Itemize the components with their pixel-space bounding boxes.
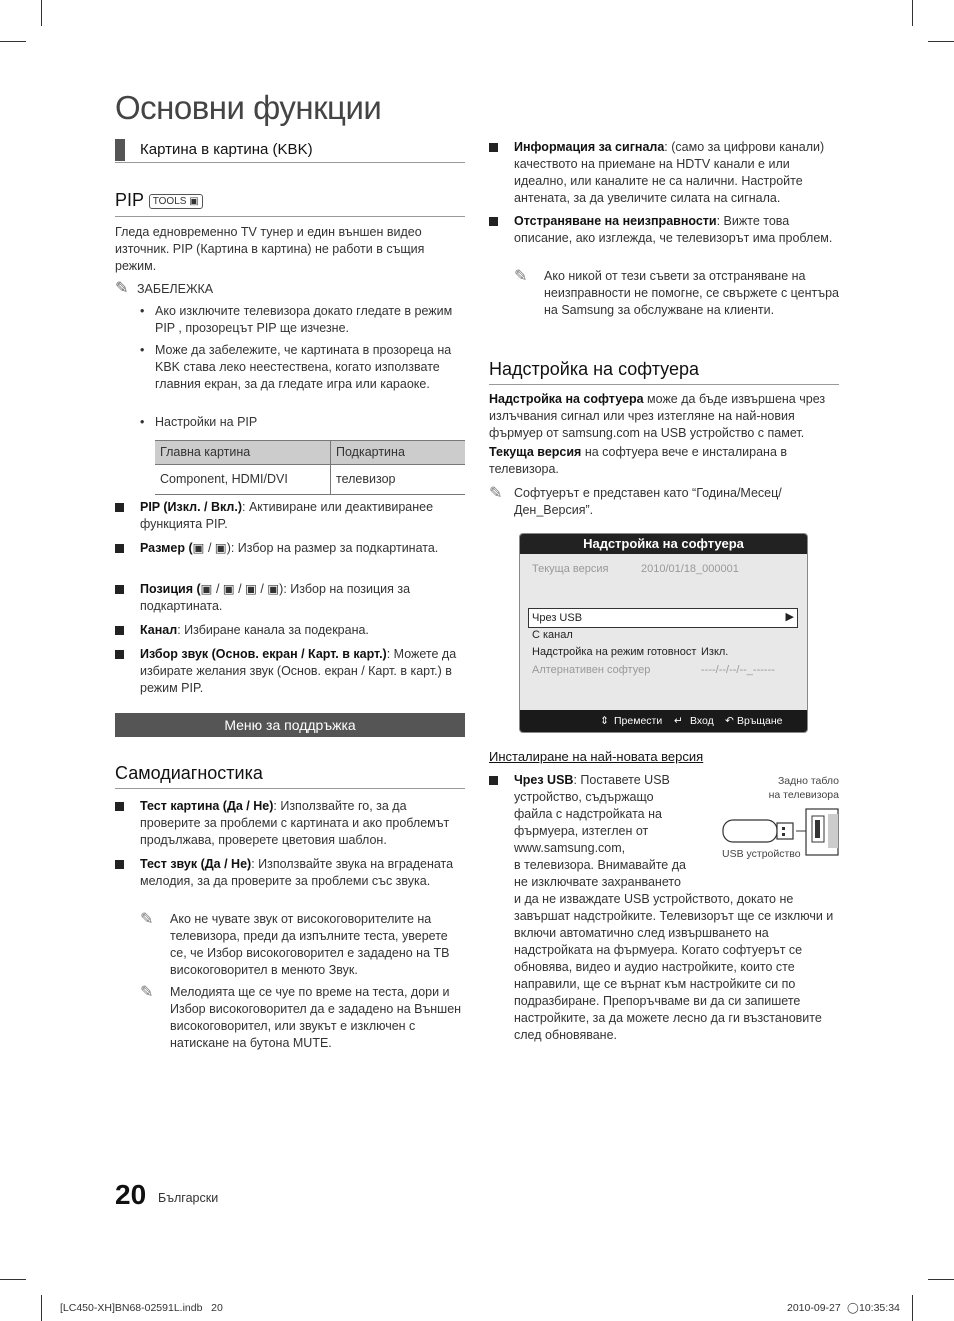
support-menu-banner: Меню за поддръжка [115,713,465,737]
item-bold: Чрез USB [514,773,574,787]
item-bold: Размер ( [140,541,193,555]
note-pencil-icon: ✎ [140,911,154,928]
item-text [140,856,465,890]
item-body: : Можете да избирате желания звук (Основ. екран / Карт. в карт.) в режим PIP. [140,647,457,695]
pip-intro: Гледа едновременно TV тунер и един външен видео източник. PIP (Картина в картина) не работи в същия режим. [115,225,425,273]
osd-alt-label: Алтернативен софтуер [532,664,651,676]
item-line: www.samsung.com, [514,841,626,855]
updown-icon: ⇕ [600,715,609,727]
square-bullet-icon [489,217,498,226]
list-item [140,303,465,337]
note-pencil-icon: ✎ [140,984,154,1001]
note-pencil-icon: ✎ [115,280,129,297]
item-body: ▣ / ▣): Избор на размер за подкартината. [192,541,439,555]
note-label [115,280,213,298]
sw-upgrade-osd [519,533,808,733]
table-header: Подкартина [331,441,466,465]
square-bullet-icon [115,585,124,594]
page-number: 20 [115,1179,147,1210]
osd-usb-label: Чрез USB [532,612,583,624]
bullet-text: Ако изключите телевизора докато гледате в режим PIP , прозорецът PIP ще изчезне. [155,304,453,335]
square-bullet-icon [489,776,498,785]
list-item [115,856,465,890]
list-item [115,798,465,849]
note-pencil-icon: ✎ [489,485,503,502]
item-text [140,499,465,533]
osd-foot-move: Премести [614,715,663,727]
square-bullet-icon [115,544,124,553]
item-body: ▣ / ▣ / ▣ / ▣): Избор на позиция за подкартината. [140,582,411,613]
square-bullet-icon [115,626,124,635]
item-bold: Канал [140,623,178,637]
sw-rule [489,384,839,385]
bullet-text: Настройки на PIP [155,415,258,429]
square-bullet-icon [115,503,124,512]
pip-rule [115,216,465,217]
tv-usb-port-icon [796,809,838,855]
bullet-icon: • [140,343,145,357]
rear-panel-label [740,774,839,802]
crop-mark [41,0,42,26]
osd-foot-enter: Вход [690,715,714,727]
item-body: : Вижте това описание, ако изглежда, че телевизорът има проблем. [514,214,833,245]
item-line: устройство, съдържащо [514,790,654,804]
tools-badge-text: TOOLS [152,195,187,207]
item-bold: Избор звук (Основ. екран / Карт. в карт.) [140,647,387,661]
table-cell: Component, HDMI/DVI [155,465,331,495]
tools-badge [149,194,203,209]
note-text: Ако никой от тези съвети за отстраняване на неизправности не помогне, се свържете с центъра на Samsung за обслужване на клиенти. [544,269,839,317]
item-bold: Тест звук (Да / Не) [140,857,252,871]
item-line: не изключвате захранването [514,875,681,889]
item-text [140,646,465,697]
osd-standby-value: Изкл. [701,646,729,658]
note-pencil-icon: ✎ [514,268,528,285]
table-cell: телевизор [331,465,466,495]
footer-clock-icon: ◯ [847,1302,859,1314]
crop-mark [912,0,913,26]
sw-p1-body: може да бъде извършена чрез излъчвания сигнал или чрез изтегляне на най-новия фърмуер от samsung.com на USB устройство с памет. [489,392,826,440]
item-body: : Избиране канала за подекрана. [177,623,369,637]
list-item [115,581,465,615]
note-item [140,984,465,1052]
item-line: файла с надстройката на [514,807,662,821]
section-heading-text: Картина в картина (KBK) [140,141,313,158]
list-item [115,622,465,639]
item-text [140,798,465,849]
item-text [514,139,839,207]
item-body: : Използвайте го, за да проверите за проблеми с картината и ако проблемът продължава, проверете цветовия шаблон. [140,799,450,847]
page-language: Български [158,1191,219,1205]
selfdiag-title: Самодиагностика [115,763,263,783]
tools-icon: ▣ [189,195,199,207]
osd-current-version-label: Текуща версия [532,563,609,575]
note-text: Софтуерът е представен като “Година/Месец/Ден_Версия”. [514,486,782,517]
list-item [140,342,465,393]
square-bullet-icon [489,143,498,152]
item-bold: Позиция ( [140,582,201,596]
crop-mark [0,41,26,42]
sw-paragraph-2 [489,444,841,478]
note-text: Ако не чувате звук от високоговорителите на телевизора, преди да изпълните теста, уверете се, че Избор високоговорител е зададено на ТВ високоговорител в менюто Звук. [170,912,450,977]
selfdiag-rule [115,788,465,789]
osd-alt-value: ----/--/--/--_------ [701,664,775,676]
note-item [140,911,465,979]
item-bold: Информация за сигнала [514,140,665,154]
item-body: : Активиране или деактивиранее функцията PIP. [140,500,434,531]
section-heading-kbk [115,139,465,163]
item-text [140,622,465,639]
pip-title-text: PIP [115,190,144,210]
note-item [514,268,839,319]
square-bullet-icon [115,802,124,811]
rear-panel-label-1: Задно табло [777,775,839,787]
item-bold: Тест картина (Да / Не) [140,799,274,813]
return-icon: ↶ [725,715,734,727]
item-text [140,540,465,557]
pip-settings-table [155,440,465,495]
list-item [115,646,465,697]
sw-paragraph-1 [489,391,841,442]
usb-device-label: USB устройство [722,848,801,860]
rear-panel-label-2: на телевизора [768,789,839,801]
osd-usb-option[interactable] [528,608,798,628]
list-item [115,499,465,533]
osd-footer [520,710,807,732]
bullet-text: Може да забележите, че картината в прозореца на KBK става леко неестествена, когато използвате главния екран, за да гледате игра или караоке. [155,343,452,391]
item-text [140,581,465,615]
section-rule [115,162,465,163]
bullet-icon: • [140,304,145,318]
usb-item-continuation: и да не изваждате USB устройството, докато не завършат надстройките. Телевизорът ще се изключи и включи автоматично след извършването на надстройката на фърмуера. Когато софтуерът се обновява, видео и аудио настройките, които сте направили, ще се върнат към настройките си по подразбиране. Препоръчваме ви да си запишете настройките, за да можете лесно да ги възстановите след обновяване. [514,892,834,1042]
section-bar [115,139,125,161]
list-item [140,414,465,431]
osd-current-version-value: 2010/01/18_000001 [641,563,739,575]
item-text [514,213,839,247]
list-item [489,213,839,247]
footer-time: 10:35:34 [859,1302,900,1314]
bullet-icon: • [140,415,145,429]
crop-mark [0,1279,26,1280]
square-bullet-icon [115,650,124,659]
crop-mark [928,41,954,42]
crop-mark [41,1295,42,1321]
osd-channel-option[interactable]: С канал [532,629,573,641]
item-body: : Използвайте звука на вградената мелодия, за да проверите за проблеми със звука. [140,857,454,888]
item-body: : (само за цифрови канали) качеството на приемане на HDTV канали е или идеално, или каналите не са налични. Настройте антената, за да увеличите силата на сигнала. [514,140,825,205]
arrow-right-icon: ▶ [785,611,794,623]
usb-stick-icon [723,820,793,842]
item-bold: Отстраняване на неизправности [514,214,717,228]
table-row [155,465,465,495]
item-bold: PIP (Изкл. / Вкл.) [140,500,243,514]
osd-standby-label[interactable]: Надстройка на режим готовност [532,646,697,658]
note-text: Мелодията ще се чуе по време на теста, дори и Избор високоговорител да е зададено на Външен високоговорител, или звукът е изключен с натискане на бутона MUTE. [170,985,462,1050]
list-item [489,139,839,207]
footer-file: [LC450-XH]BN68-02591L.indb 20 [60,1302,223,1314]
item-line: в телевизора. Внимавайте да [514,858,686,872]
osd-title: Надстройка на софтуера [520,534,807,554]
sw-p2-bold: Текуща версия [489,445,582,459]
sw-title: Надстройка на софтуера [489,359,699,379]
list-item [115,540,465,557]
note-item [489,485,809,519]
crop-mark [912,1295,913,1321]
item-line: фърмуера, изтеглен от [514,824,649,838]
sw-p2-body: на софтуера вече е инсталирана в телевизора. [489,445,788,476]
crop-mark [928,1279,954,1280]
footer-date: 2010-09-27 [787,1302,841,1314]
sw-p1-bold: Надстройка на софтуера [489,392,644,406]
osd-foot-return: Връщане [737,715,783,727]
table-header: Главна картина [155,441,331,465]
note-label-text: ЗАБЕЛЕЖКА [137,282,214,296]
install-title: Инсталиране на най-новата версия [489,749,704,764]
page-title: Основни функции [115,89,382,126]
enter-icon: ↵ [674,715,683,727]
item-line: : Поставете USB [573,773,670,787]
square-bullet-icon [115,860,124,869]
pip-title [115,192,203,209]
